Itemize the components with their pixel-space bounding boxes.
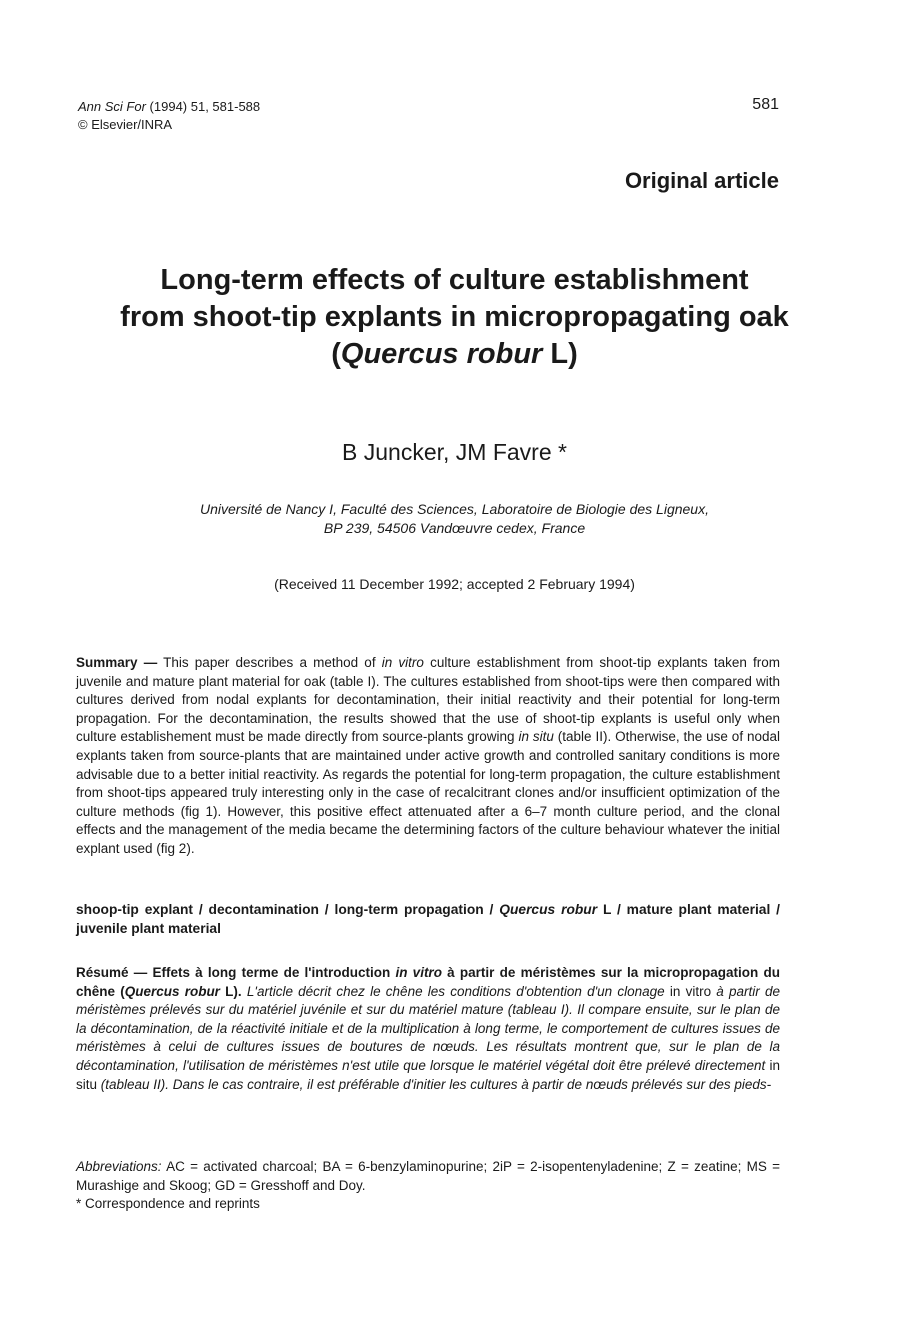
- title-paren-close: L): [542, 338, 578, 370]
- resume-heading-2: à partir de méristèmes sur la micropropagation du chêne (: [76, 965, 780, 999]
- journal-volume-pages: (1994) 51, 581-588: [149, 99, 261, 114]
- correspondence-footnote: * Correspondence and reprints: [76, 1196, 260, 1212]
- resume-text-2: à partir de méristèmes prélevés sur du matériel juvénile et sur du matériel mature (tableau I). Il compare ensuite, sur le plan de la décontamination, de la réactivité initiale et de la multiplication à long terme, le comportement de cultures issues de méristèmes à celui de cultures issues de boutures de nœuds. Les résultats montrent que, sur le plan de la décontamination, l'utilisation de méristèmes n'est utile que lorsque le matériel végétal doit être prélevé directement: [76, 983, 780, 1073]
- footnotes: [76, 1158, 780, 1214]
- summary-italic-1: in vitro: [381, 655, 424, 670]
- journal-citation: [78, 98, 260, 134]
- summary-heading: Summary —: [76, 655, 158, 670]
- abbreviations-footnote: [76, 1158, 780, 1195]
- copyright-line: © Elsevier/INRA: [78, 117, 173, 132]
- resume-text-3: (tableau II). Dans le cas contraire, il est préférable d'initier les cultures à partir de nœuds prélevés sur des pieds-: [97, 1076, 772, 1092]
- title-line-1: Long-term effects of culture establishment: [160, 264, 749, 296]
- affiliation-line-1: Université de Nancy I, Faculté des Sciences, Laboratoire de Biologie des Ligneux,: [200, 501, 709, 517]
- resume-heading-3: L).: [219, 983, 242, 999]
- summary-italic-2: in situ: [518, 729, 554, 745]
- title-line-2: from shoot-tip explants in micropropagating oak: [120, 301, 789, 333]
- resume-text-1: L'article décrit chez le chêne les conditions d'obtention d'un clonage: [241, 983, 670, 999]
- summary-text-2: culture establishment from shoot-tip explants taken from juvenile and mature plant material for oak (table I). The cultures established from shoot-tips were then compared with cultures derived from nodal explants for decontamination, their initial reactivity and their potential for long-term propagation. For the decontamination, the results showed that the use of shoot-tip explants is useful only when culture establishement must be made directly from source-plants growing: [76, 655, 781, 745]
- received-dates: (Received 11 December 1992; accepted 2 February 1994): [274, 576, 635, 592]
- keywords-species: Quercus robur: [499, 902, 598, 917]
- resume-heading-1: Résumé — Effets à long terme de l'introduction: [76, 965, 396, 980]
- summary-text-1: This paper describes a method of: [157, 655, 382, 670]
- page-number: 581: [752, 96, 779, 113]
- resume-upright-1: in vitro: [669, 983, 712, 999]
- abbreviations-text: AC = activated charcoal; BA = 6-benzylaminopurine; 2iP = 2-isopentenyladenine; Z = zeatine; MS = Murashige and Skoog; GD = Gresshoff and Doy.: [76, 1159, 780, 1193]
- summary-text-3: (table II). Otherwise, the use of nodal explants taken from source-plants that are maintained under active growth and controlled sanitary conditions is more advisable due to a better initial reactivity. As regards the potential for long-term propagation, the culture establishment from shoot-tips appeared truly interesting only in the case of recalcitrant clones and/or insufficient optimization of the culture methods (fig 1). However, this positive effect attenuated after a 6–7 month culture period, and the clonal effects and the management of the media became the determining factors of the culture behaviour whatever the initial explant used (fig 2).: [76, 729, 780, 856]
- affiliation-line-2: BP 239, 54506 Vandœuvre cedex, France: [323, 520, 586, 536]
- keywords-text-1: shoop-tip explant / decontamination / long-term propagation /: [76, 902, 500, 917]
- abbreviations-label: Abbreviations:: [76, 1159, 162, 1174]
- keywords: [76, 900, 780, 938]
- affiliation: [60, 500, 849, 538]
- summary-paragraph: [76, 654, 780, 859]
- paper-title: [60, 262, 849, 373]
- resume-heading-italic-2: Quercus robur: [124, 983, 220, 999]
- resume-upright-2: in situ: [76, 1057, 780, 1092]
- resume-paragraph: [76, 964, 780, 1094]
- authors: B Juncker, JM Favre *: [342, 439, 567, 465]
- article-type: Original article: [624, 168, 779, 193]
- keywords-text-2: L / mature plant material / juvenile plant material: [76, 902, 780, 936]
- journal-name: Ann Sci For: [78, 99, 146, 114]
- title-paren-open: (: [331, 338, 341, 370]
- resume-heading-italic-1: in vitro: [395, 965, 442, 980]
- journal-line: [78, 98, 260, 116]
- title-species: Quercus robur: [340, 338, 543, 370]
- title-line-3: [60, 336, 849, 373]
